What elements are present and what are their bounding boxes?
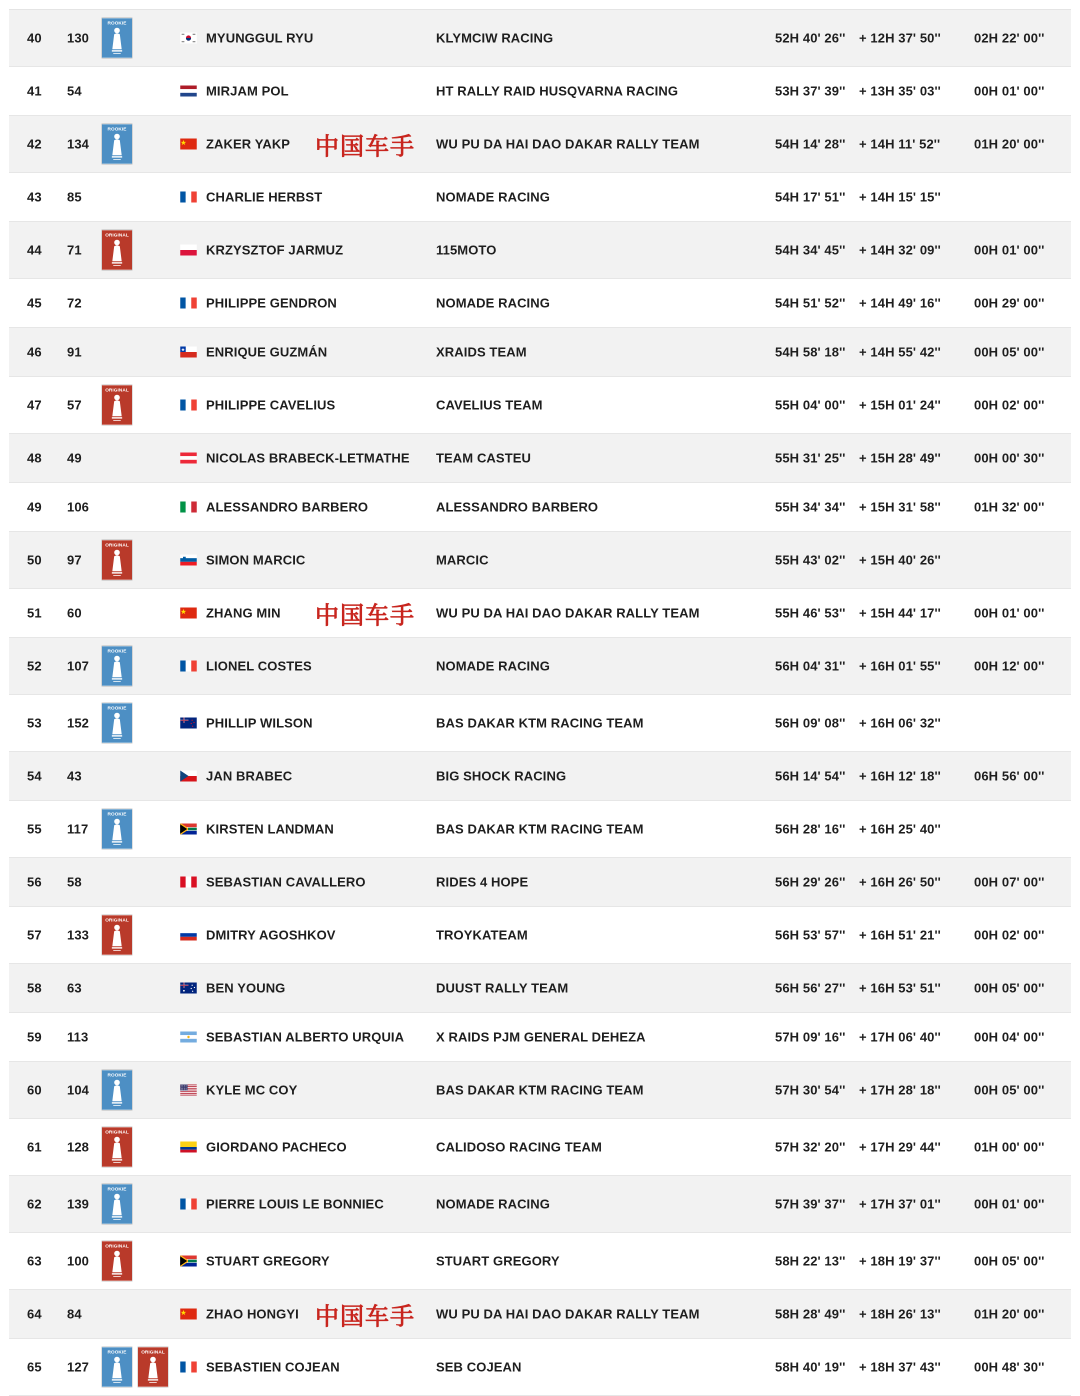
gap-cell: + 16H 25' 40'' [859, 821, 941, 837]
driver-name-cell: DMITRY AGOSHKOV [206, 927, 336, 943]
flag-china-icon [180, 1309, 197, 1320]
flag-china-icon [180, 608, 197, 619]
total-time-cell: 56H 28' 16'' [775, 821, 846, 837]
table-row[interactable] [9, 964, 1071, 1013]
bike-number-cell: 63 [67, 980, 82, 996]
penalty-cell: 00H 07' 00'' [974, 874, 1045, 890]
total-time-cell: 54H 51' 52'' [775, 295, 846, 311]
original-by-motul-badge-icon [101, 384, 133, 426]
total-time-cell: 56H 56' 27'' [775, 980, 846, 996]
badge-group [101, 229, 133, 271]
bike-number-cell: 58 [67, 874, 82, 890]
driver-name-cell: SIMON MARCIC [206, 552, 306, 568]
penalty-cell: 00H 05' 00'' [974, 1253, 1045, 1269]
penalty-cell: 00H 48' 30'' [974, 1359, 1045, 1375]
chinese-driver-tag: 中国车手 [315, 600, 415, 630]
rookie-badge-icon [101, 645, 133, 687]
total-time-cell: 55H 34' 34'' [775, 499, 846, 515]
position-cell: 42 [27, 136, 42, 152]
driver-name-cell: JAN BRABEC [206, 768, 293, 784]
total-time-cell: 55H 46' 53'' [775, 605, 846, 621]
bike-number-cell: 91 [67, 344, 82, 360]
team-name-cell: MARCIC [436, 552, 489, 568]
team-name-cell: BAS DAKAR KTM RACING TEAM [436, 715, 644, 731]
team-name-cell: ALESSANDRO BARBERO [436, 499, 599, 515]
team-name-cell: SEB COJEAN [436, 1359, 522, 1375]
total-time-cell: 56H 14' 54'' [775, 768, 846, 784]
team-name-cell: RIDES 4 HOPE [436, 874, 529, 890]
table-row[interactable] [9, 1062, 1071, 1119]
badge-group [101, 1126, 133, 1168]
team-name-cell: STUART GREGORY [436, 1253, 560, 1269]
badge-group [101, 808, 133, 850]
team-name-cell: WU PU DA HAI DAO DAKAR RALLY TEAM [436, 605, 700, 621]
total-time-cell: 56H 53' 57'' [775, 927, 846, 943]
total-time-cell: 54H 58' 18'' [775, 344, 846, 360]
gap-cell: + 14H 11' 52'' [859, 136, 941, 152]
bike-number-cell: 85 [67, 189, 82, 205]
rookie-badge-icon [101, 1183, 133, 1225]
svg-text:ORIGINAL: ORIGINAL [105, 387, 129, 393]
total-time-cell: 57H 30' 54'' [775, 1082, 846, 1098]
position-cell: 64 [27, 1306, 42, 1322]
team-name-cell: NOMADE RACING [436, 658, 550, 674]
total-time-cell: 56H 04' 31'' [775, 658, 846, 674]
total-time-cell: 56H 29' 26'' [775, 874, 846, 890]
badge-group [101, 1346, 169, 1388]
rookie-badge-icon [101, 123, 133, 165]
table-row[interactable] [9, 801, 1071, 858]
gap-cell: + 13H 35' 03'' [859, 83, 941, 99]
flag-colombia-icon [180, 1142, 197, 1153]
flag-france-icon [180, 192, 197, 203]
gap-cell: + 16H 01' 55'' [859, 658, 941, 674]
position-cell: 46 [27, 344, 42, 360]
bike-number-cell: 133 [67, 927, 89, 943]
penalty-cell: 00H 04' 00'' [974, 1029, 1045, 1045]
flag-netherlands-icon [180, 86, 197, 97]
total-time-cell: 55H 04' 00'' [775, 397, 846, 413]
position-cell: 41 [27, 83, 42, 99]
penalty-cell: 01H 32' 00'' [974, 499, 1045, 515]
driver-name-cell: GIORDANO PACHECO [206, 1139, 347, 1155]
gap-cell: + 15H 31' 58'' [859, 499, 941, 515]
driver-name-cell: SEBASTIAN CAVALLERO [206, 874, 366, 890]
team-name-cell: XRAIDS TEAM [436, 344, 527, 360]
bike-number-cell: 139 [67, 1196, 89, 1212]
gap-cell: + 16H 26' 50'' [859, 874, 941, 890]
gap-cell: + 17H 06' 40'' [859, 1029, 941, 1045]
table-row[interactable] [9, 377, 1071, 434]
driver-name-cell: SEBASTIEN COJEAN [206, 1359, 340, 1375]
total-time-cell: 52H 40' 26'' [775, 30, 846, 46]
rookie-badge-icon [101, 1346, 133, 1388]
team-name-cell: KLYMCIW RACING [436, 30, 554, 46]
gap-cell: + 16H 12' 18'' [859, 768, 941, 784]
svg-text:ROOKIE: ROOKIE [107, 648, 127, 654]
gap-cell: + 14H 49' 16'' [859, 295, 941, 311]
team-name-cell: 115MOTO [436, 242, 497, 258]
flag-peru-icon [180, 877, 197, 888]
badge-group [101, 1240, 133, 1282]
bike-number-cell: 128 [67, 1139, 89, 1155]
flag-south-africa-icon [180, 824, 197, 835]
team-name-cell: WU PU DA HAI DAO DAKAR RALLY TEAM [436, 1306, 700, 1322]
table-row[interactable] [9, 907, 1071, 964]
table-row[interactable] [9, 1119, 1071, 1176]
flag-russia-icon [180, 930, 197, 941]
position-cell: 54 [27, 768, 42, 784]
total-time-cell: 55H 43' 02'' [775, 552, 846, 568]
chinese-driver-tag: 中国车手 [315, 131, 415, 161]
table-row[interactable] [9, 116, 1071, 173]
table-row[interactable] [9, 173, 1071, 222]
position-cell: 55 [27, 821, 42, 837]
badge-group [101, 123, 133, 165]
flag-italy-icon [180, 502, 197, 513]
original-by-motul-badge-icon [101, 539, 133, 581]
team-name-cell: BIG SHOCK RACING [436, 768, 567, 784]
total-time-cell: 54H 14' 28'' [775, 136, 846, 152]
badge-group [101, 702, 133, 744]
team-name-cell: NOMADE RACING [436, 1196, 550, 1212]
svg-text:ROOKIE: ROOKIE [107, 1072, 127, 1078]
driver-name-cell: ZAKER YAKP [206, 136, 291, 152]
bike-number-cell: 127 [67, 1359, 89, 1375]
penalty-cell: 00H 00' 30'' [974, 450, 1045, 466]
svg-text:ROOKIE: ROOKIE [107, 705, 127, 711]
table-row[interactable] [9, 695, 1071, 752]
driver-name-cell: NICOLAS BRABECK-LETMATHE [206, 450, 410, 466]
driver-name-cell: MYUNGGUL RYU [206, 30, 314, 46]
position-cell: 60 [27, 1082, 42, 1098]
penalty-cell: 00H 01' 00'' [974, 605, 1045, 621]
bike-number-cell: 117 [67, 821, 89, 837]
gap-cell: + 15H 01' 24'' [859, 397, 941, 413]
svg-text:ORIGINAL: ORIGINAL [105, 1129, 129, 1135]
svg-text:ROOKIE: ROOKIE [107, 1186, 127, 1192]
flag-australia-icon [180, 983, 197, 994]
table-row[interactable] [9, 10, 1071, 67]
flag-france-icon [180, 400, 197, 411]
total-time-cell: 58H 28' 49'' [775, 1306, 846, 1322]
driver-name-cell: MIRJAM POL [206, 83, 289, 99]
total-time-cell: 57H 09' 16'' [775, 1029, 846, 1045]
driver-name-cell: CHARLIE HERBST [206, 189, 323, 205]
total-time-cell: 57H 32' 20'' [775, 1139, 846, 1155]
table-row[interactable] [9, 434, 1071, 483]
badge-group [101, 1183, 133, 1225]
position-cell: 44 [27, 242, 42, 258]
bike-number-cell: 49 [67, 450, 82, 466]
bike-number-cell: 107 [67, 658, 89, 674]
bike-number-cell: 43 [67, 768, 82, 784]
badge-group [101, 17, 133, 59]
position-cell: 49 [27, 499, 42, 515]
position-cell: 47 [27, 397, 42, 413]
position-cell: 40 [27, 30, 42, 46]
driver-name-cell: PIERRE LOUIS LE BONNIEC [206, 1196, 384, 1212]
badge-group [101, 914, 133, 956]
svg-text:ROOKIE: ROOKIE [107, 811, 127, 817]
flag-austria-icon [180, 453, 197, 464]
team-name-cell: NOMADE RACING [436, 295, 550, 311]
position-cell: 53 [27, 715, 42, 731]
position-cell: 56 [27, 874, 42, 890]
results-table [9, 9, 1071, 1396]
driver-name-cell: ZHAO HONGYI [206, 1306, 299, 1322]
penalty-cell: 00H 12' 00'' [974, 658, 1045, 674]
svg-text:ROOKIE: ROOKIE [107, 20, 127, 26]
table-row[interactable] [9, 589, 1071, 638]
total-time-cell: 57H 39' 37'' [775, 1196, 846, 1212]
bike-number-cell: 71 [67, 242, 82, 258]
penalty-cell: 00H 05' 00'' [974, 1082, 1045, 1098]
driver-name-cell: SEBASTIAN ALBERTO URQUIA [206, 1029, 405, 1045]
penalty-cell: 01H 20' 00'' [974, 1306, 1045, 1322]
team-name-cell: WU PU DA HAI DAO DAKAR RALLY TEAM [436, 136, 700, 152]
original-by-motul-badge-icon [101, 1240, 133, 1282]
bike-number-cell: 54 [67, 83, 82, 99]
chinese-driver-tag: 中国车手 [315, 1301, 415, 1331]
team-name-cell: DUUST RALLY TEAM [436, 980, 569, 996]
penalty-cell: 00H 02' 00'' [974, 397, 1045, 413]
total-time-cell: 54H 17' 51'' [775, 189, 846, 205]
bike-number-cell: 100 [67, 1253, 89, 1269]
gap-cell: + 15H 44' 17'' [859, 605, 941, 621]
gap-cell: + 15H 28' 49'' [859, 450, 941, 466]
rookie-badge-icon [101, 808, 133, 850]
driver-name-cell: KRZYSZTOF JARMUZ [206, 242, 344, 258]
flag-czech-republic-icon [180, 771, 197, 782]
original-by-motul-badge-icon [101, 229, 133, 271]
bike-number-cell: 72 [67, 295, 82, 311]
table-row[interactable] [9, 532, 1071, 589]
table-row[interactable] [9, 858, 1071, 907]
bike-number-cell: 60 [67, 605, 82, 621]
rookie-badge-icon [101, 17, 133, 59]
gap-cell: + 18H 19' 37'' [859, 1253, 941, 1269]
gap-cell: + 18H 26' 13'' [859, 1306, 941, 1322]
bike-number-cell: 113 [67, 1029, 89, 1045]
table-row[interactable] [9, 1176, 1071, 1233]
team-name-cell: BAS DAKAR KTM RACING TEAM [436, 1082, 644, 1098]
flag-france-icon [180, 1199, 197, 1210]
gap-cell: + 16H 53' 51'' [859, 980, 941, 996]
gap-cell: + 16H 51' 21'' [859, 927, 941, 943]
badge-group [101, 539, 133, 581]
penalty-cell: 00H 01' 00'' [974, 242, 1045, 258]
bike-number-cell: 152 [67, 715, 89, 731]
bike-number-cell: 57 [67, 397, 82, 413]
position-cell: 50 [27, 552, 42, 568]
driver-name-cell: LIONEL COSTES [206, 658, 312, 674]
table-row[interactable] [9, 1233, 1071, 1290]
penalty-cell: 00H 01' 00'' [974, 1196, 1045, 1212]
position-cell: 62 [27, 1196, 42, 1212]
driver-name-cell: KIRSTEN LANDMAN [206, 821, 334, 837]
penalty-cell: 01H 20' 00'' [974, 136, 1045, 152]
svg-text:ROOKIE: ROOKIE [107, 126, 127, 132]
driver-name-cell: ALESSANDRO BARBERO [206, 499, 369, 515]
position-cell: 61 [27, 1139, 42, 1155]
svg-text:ORIGINAL: ORIGINAL [141, 1349, 165, 1355]
bike-number-cell: 134 [67, 136, 89, 152]
driver-name-cell: ZHANG MIN [206, 605, 281, 621]
table-row[interactable] [9, 222, 1071, 279]
flag-argentina-icon [180, 1032, 197, 1043]
driver-name-cell: PHILIPPE GENDRON [206, 295, 337, 311]
driver-name-cell: BEN YOUNG [206, 980, 286, 996]
position-cell: 57 [27, 927, 42, 943]
flag-slovenia-icon [180, 555, 197, 566]
bike-number-cell: 106 [67, 499, 89, 515]
penalty-cell: 00H 05' 00'' [974, 344, 1045, 360]
gap-cell: + 14H 55' 42'' [859, 344, 941, 360]
rookie-badge-icon [101, 1069, 133, 1111]
team-name-cell: BAS DAKAR KTM RACING TEAM [436, 821, 644, 837]
penalty-cell: 00H 29' 00'' [974, 295, 1045, 311]
badge-group [101, 645, 133, 687]
total-time-cell: 54H 34' 45'' [775, 242, 846, 258]
driver-name-cell: ENRIQUE GUZMÁN [206, 344, 328, 360]
driver-name-cell: PHILLIP WILSON [206, 715, 313, 731]
driver-name-cell: KYLE MC COY [206, 1082, 298, 1098]
total-time-cell: 55H 31' 25'' [775, 450, 846, 466]
gap-cell: + 17H 37' 01'' [859, 1196, 941, 1212]
total-time-cell: 53H 37' 39'' [775, 83, 846, 99]
position-cell: 52 [27, 658, 42, 674]
svg-text:ORIGINAL: ORIGINAL [105, 232, 129, 238]
penalty-cell: 06H 56' 00'' [974, 768, 1045, 784]
gap-cell: + 15H 40' 26'' [859, 552, 941, 568]
svg-text:ROOKIE: ROOKIE [107, 1349, 127, 1355]
table-row[interactable] [9, 328, 1071, 377]
driver-name-cell: PHILIPPE CAVELIUS [206, 397, 336, 413]
gap-cell: + 14H 15' 15'' [859, 189, 941, 205]
rookie-badge-icon [101, 702, 133, 744]
flag-poland-icon [180, 245, 197, 256]
original-by-motul-badge-icon [101, 914, 133, 956]
bike-number-cell: 104 [67, 1082, 89, 1098]
team-name-cell: CALIDOSO RACING TEAM [436, 1139, 602, 1155]
gap-cell: + 12H 37' 50'' [859, 30, 941, 46]
table-row[interactable] [9, 638, 1071, 695]
position-cell: 63 [27, 1253, 42, 1269]
position-cell: 58 [27, 980, 42, 996]
gap-cell: + 16H 06' 32'' [859, 715, 941, 731]
table-row[interactable] [9, 67, 1071, 116]
bike-number-cell: 84 [67, 1306, 82, 1322]
table-row[interactable] [9, 483, 1071, 532]
total-time-cell: 56H 09' 08'' [775, 715, 846, 731]
position-cell: 51 [27, 605, 42, 621]
position-cell: 45 [27, 295, 42, 311]
original-by-motul-badge-icon [137, 1346, 169, 1388]
gap-cell: + 17H 29' 44'' [859, 1139, 941, 1155]
svg-text:ORIGINAL: ORIGINAL [105, 917, 129, 923]
flag-chile-icon [180, 347, 197, 358]
team-name-cell: CAVELIUS TEAM [436, 397, 543, 413]
flag-new-zealand-icon [180, 718, 197, 729]
gap-cell: + 17H 28' 18'' [859, 1082, 941, 1098]
total-time-cell: 58H 40' 19'' [775, 1359, 846, 1375]
position-cell: 65 [27, 1359, 42, 1375]
table-row[interactable] [9, 279, 1071, 328]
team-name-cell: TROYKATEAM [436, 927, 528, 943]
gap-cell: + 14H 32' 09'' [859, 242, 941, 258]
team-name-cell: TEAM CASTEU [436, 450, 531, 466]
flag-france-icon [180, 1362, 197, 1373]
penalty-cell: 00H 01' 00'' [974, 83, 1045, 99]
svg-text:ORIGINAL: ORIGINAL [105, 542, 129, 548]
driver-name-cell: STUART GREGORY [206, 1253, 330, 1269]
total-time-cell: 58H 22' 13'' [775, 1253, 846, 1269]
table-row[interactable] [9, 1013, 1071, 1062]
badge-group [101, 1069, 133, 1111]
badge-group [101, 384, 133, 426]
bike-number-cell: 97 [67, 552, 82, 568]
penalty-cell: 00H 02' 00'' [974, 927, 1045, 943]
flag-china-icon [180, 139, 197, 150]
team-name-cell: NOMADE RACING [436, 189, 550, 205]
penalty-cell: 02H 22' 00'' [974, 30, 1045, 46]
original-by-motul-badge-icon [101, 1126, 133, 1168]
flag-south-africa-icon [180, 1256, 197, 1267]
bike-number-cell: 130 [67, 30, 89, 46]
svg-text:ORIGINAL: ORIGINAL [105, 1243, 129, 1249]
position-cell: 59 [27, 1029, 42, 1045]
table-row[interactable] [9, 1290, 1071, 1339]
table-row[interactable] [9, 752, 1071, 801]
flag-south-korea-icon [180, 33, 197, 44]
gap-cell: + 18H 37' 43'' [859, 1359, 941, 1375]
team-name-cell: X RAIDS PJM GENERAL DEHEZA [436, 1029, 646, 1045]
penalty-cell: 00H 05' 00'' [974, 980, 1045, 996]
position-cell: 48 [27, 450, 42, 466]
table-row[interactable] [9, 1339, 1071, 1396]
position-cell: 43 [27, 189, 42, 205]
team-name-cell: HT RALLY RAID HUSQVARNA RACING [436, 83, 679, 99]
flag-united-states-icon [180, 1085, 197, 1096]
flag-france-icon [180, 661, 197, 672]
penalty-cell: 01H 00' 00'' [974, 1139, 1045, 1155]
flag-france-icon [180, 298, 197, 309]
